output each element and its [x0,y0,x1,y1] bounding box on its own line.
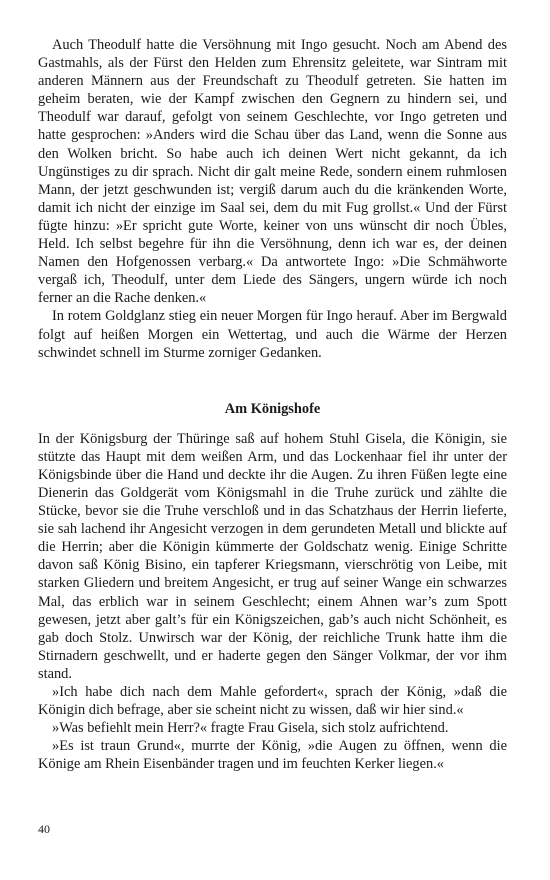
body-paragraph: Auch Theodulf hatte die Versöhnung mit Ingo gesucht. Noch am Abend des Gastmahls, als der Fürst den Helden zum Ehrensitz geleitete, war Sintram mit anderen Männern aus der Freundschaft zu Theodulf getreten. Sie hatten im geheim beraten, wie der Kampf zwischen den Gegnern zu hindern sei, und Theodulf war darauf, gefolgt von seinem Geschlechte, vor Ingo getreten und hatte gesprochen: »Anders wird die Schau über das Land, wenn die Sonne aus den Wolken bricht. So habe auch ich deinen Wert nicht gekannt, da ich Ungünstiges zu dir sprach. Nicht dir galt meine Rede, sondern einem ruhmlosen Mann, der jetzt geschwunden ist; vergiß darum auch du die kränkenden Worte, damit ich nicht der einzige im Saal sei, dem du mit Fug grollst.« Und der Fürst fügte hinzu: »Er spricht gute Worte, keiner von uns wünscht dir noch Übles, Held. Ich selbst begehre für ihn die Versöhnung, denn ich war es, der deinen Namen den Hofgenossen verbarg.« Da antwortete Ingo: »Die Schmähworte vergaß ich, Theodulf, unter dem Liede des Sängers, ungern würde ich noch ferner an die Rache denken.« [38,37,507,307]
body-paragraph: »Was befiehlt mein Herr?« fragte Frau Gisela, sich stolz aufrichtend. [52,720,449,737]
page-number: 40 [38,822,50,836]
body-paragraph: »Es ist traun Grund«, murrte der König, »die Augen zu öffnen, wenn die Könige am Rhein Eisenbänder tragen und im feuchten Kerker liegen.« [38,738,507,773]
book-page [38,36,507,773]
body-paragraph: In rotem Goldglanz stieg ein neuer Morgen für Ingo herauf. Aber im Bergwald folgt auf heißen Morgen ein Wettertag, und auch die Wärme der Herzen schwindet schnell im Sturme zorniger Gedanken. [38,308,507,361]
chapter-opening-paragraph: In der Königsburg der Thüringe saß auf hohem Stuhl Gisela, die Königin, sie stützte das Haupt mit dem weißen Arm, und das Lockenhaar fiel ihr unter der Königsbinde über die Hand und deckte ihr die Augen. Zu ihren Füßen legte eine Dienerin das Goldgerät vom Königsmahl in die Truhe zurück und zählte die Stücke, bevor sie die Truhe verschloß und in das Schatzhaus der Herrin lieferte, sie sah lachend ihr Angesicht verzogen in dem gerundeten Metall und blickte auf die Herrin; aber die Königin kümmerte der Goldschatz wenig. Einige Schritte davon saß König Bisino, ein tapferer Kriegsmann, vierschrötig von Leibe, mit starken Gliedern und breitem Angesicht, er trug auf seiner Wange ein schwarzes Mal, das erblich war in seinem Geschlecht; einem Ahnen war’s zum Spott gewesen, jetzt aber galt’s für ein Königszeichen, gab’s auch nicht Schönheit, es gab doch Stolz. Unwirsch war der König, der reichliche Trunk hatte ihm die Stirnadern geschwellt, und er haderte gegen den Sänger Volkmar, der vor ihm stand. [38,430,507,682]
body-paragraph: »Ich habe dich nach dem Mahle gefordert«, sprach der König, »daß die Königin dich befrage, aber sie scheint nicht zu wissen, daß wir hier sind.« [38,684,507,719]
chapter-heading: Am Königshofe [224,400,321,417]
